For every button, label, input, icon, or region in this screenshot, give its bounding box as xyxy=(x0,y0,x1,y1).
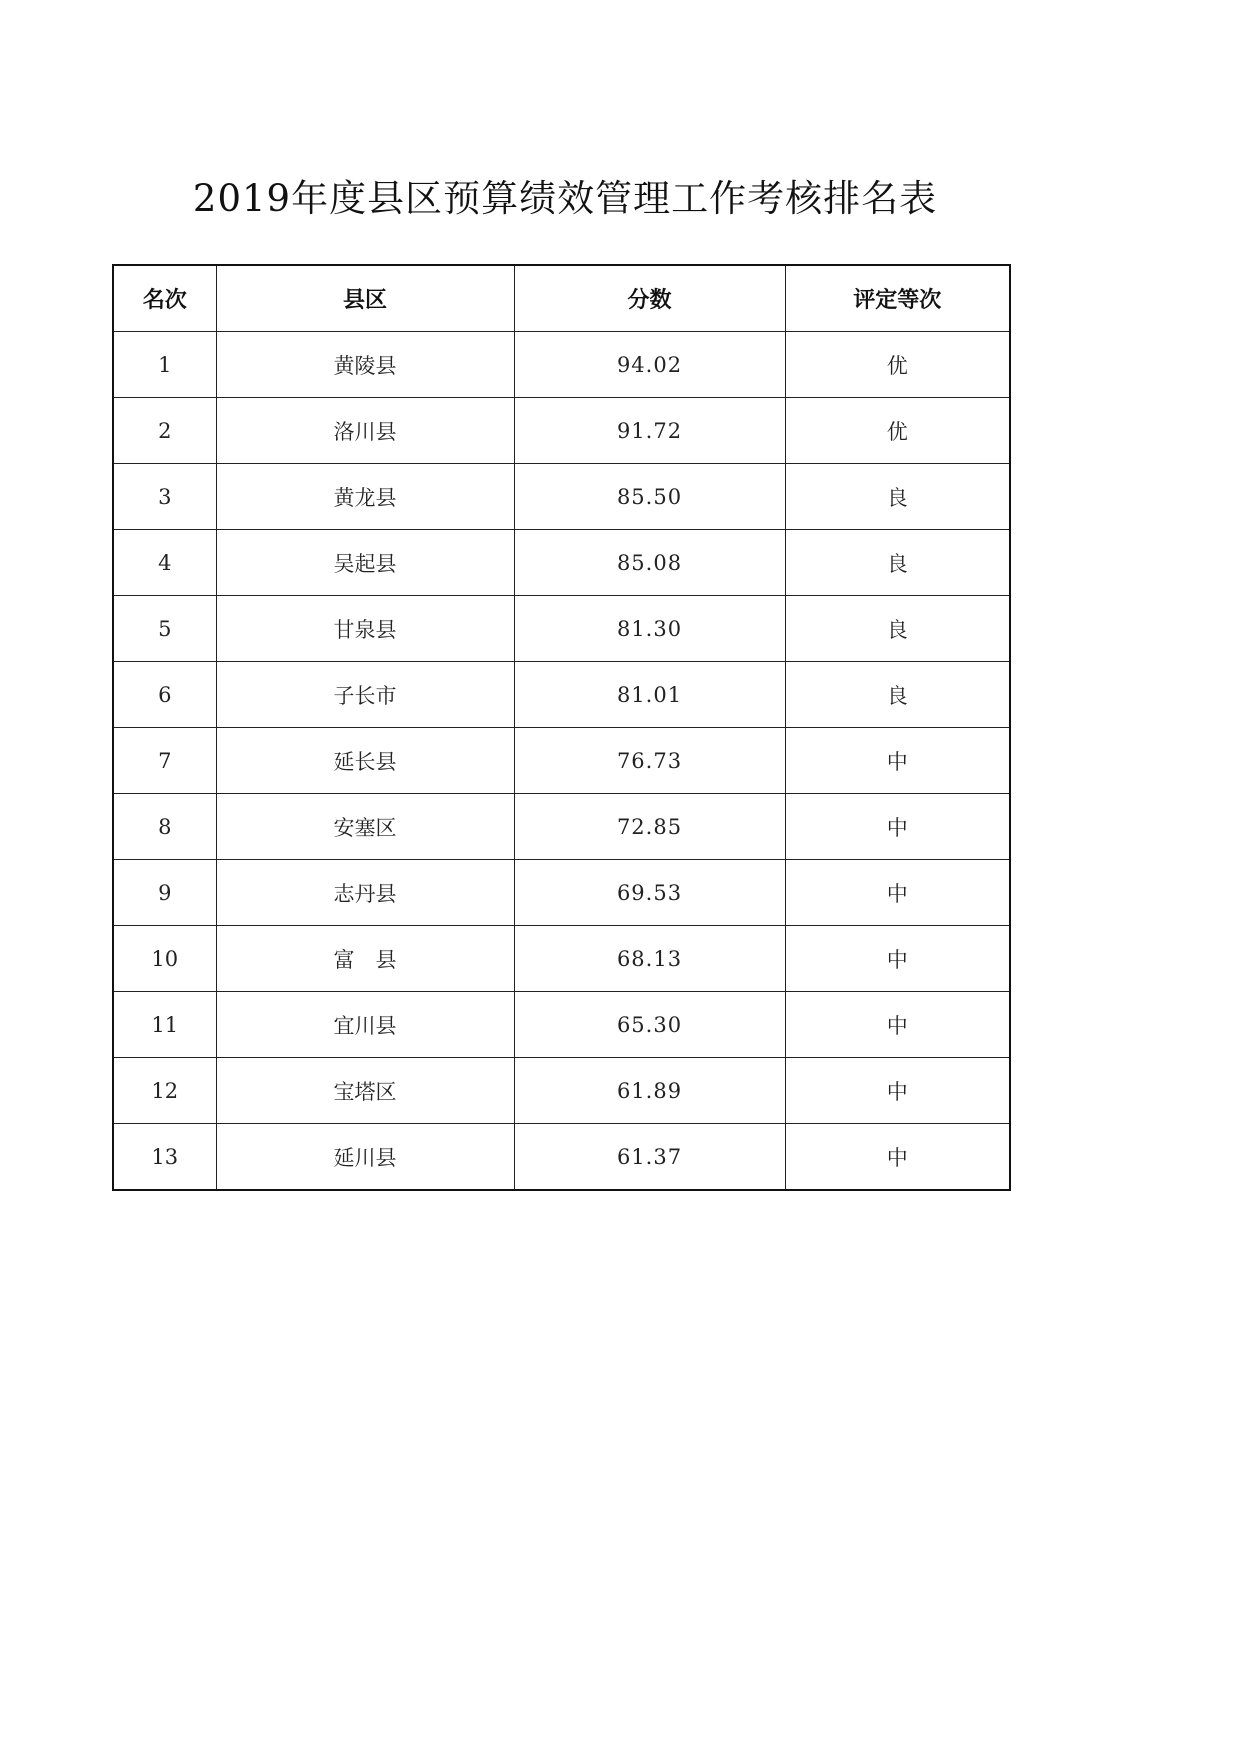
rank-cell: 6 xyxy=(113,662,216,728)
table-row xyxy=(113,860,1010,926)
grade-cell: 优 xyxy=(785,398,1010,464)
header-rank: 名次 xyxy=(113,265,216,332)
rank-cell: 2 xyxy=(113,398,216,464)
score-cell: 91.72 xyxy=(514,398,785,464)
grade-cell: 良 xyxy=(785,464,1010,530)
rank-cell: 1 xyxy=(113,332,216,398)
table-row xyxy=(113,926,1010,992)
score-cell: 94.02 xyxy=(514,332,785,398)
table-body xyxy=(113,332,1010,1191)
county-cell: 宝塔区 xyxy=(216,1058,514,1124)
table-row xyxy=(113,1058,1010,1124)
score-cell: 61.37 xyxy=(514,1124,785,1191)
rank-cell: 12 xyxy=(113,1058,216,1124)
grade-cell: 良 xyxy=(785,662,1010,728)
rank-cell: 7 xyxy=(113,728,216,794)
grade-cell: 中 xyxy=(785,728,1010,794)
table-row xyxy=(113,662,1010,728)
rank-cell: 5 xyxy=(113,596,216,662)
table-row xyxy=(113,728,1010,794)
rank-cell: 10 xyxy=(113,926,216,992)
score-cell: 81.01 xyxy=(514,662,785,728)
page-title: 2019年度县区预算绩效管理工作考核排名表 xyxy=(192,177,938,220)
header-grade: 评定等次 xyxy=(785,265,1010,332)
grade-cell: 中 xyxy=(785,1058,1010,1124)
county-cell: 志丹县 xyxy=(216,860,514,926)
county-cell: 吴起县 xyxy=(216,530,514,596)
table-row xyxy=(113,332,1010,398)
score-cell: 76.73 xyxy=(514,728,785,794)
table-header-row xyxy=(113,265,1010,332)
score-cell: 85.08 xyxy=(514,530,785,596)
table-row xyxy=(113,464,1010,530)
table-row xyxy=(113,596,1010,662)
rank-cell: 3 xyxy=(113,464,216,530)
rank-cell: 4 xyxy=(113,530,216,596)
grade-cell: 中 xyxy=(785,860,1010,926)
county-cell: 宜川县 xyxy=(216,992,514,1058)
score-cell: 85.50 xyxy=(514,464,785,530)
county-cell: 子长市 xyxy=(216,662,514,728)
grade-cell: 良 xyxy=(785,596,1010,662)
grade-cell: 优 xyxy=(785,332,1010,398)
grade-cell: 中 xyxy=(785,926,1010,992)
header-county: 县区 xyxy=(216,265,514,332)
score-cell: 81.30 xyxy=(514,596,785,662)
table-row xyxy=(113,530,1010,596)
ranking-table xyxy=(112,264,1011,1191)
county-cell: 延长县 xyxy=(216,728,514,794)
table-row xyxy=(113,794,1010,860)
grade-cell: 中 xyxy=(785,992,1010,1058)
county-cell: 富 县 xyxy=(216,926,514,992)
county-cell: 甘泉县 xyxy=(216,596,514,662)
score-cell: 69.53 xyxy=(514,860,785,926)
county-cell: 洛川县 xyxy=(216,398,514,464)
score-cell: 72.85 xyxy=(514,794,785,860)
rank-cell: 9 xyxy=(113,860,216,926)
rank-cell: 13 xyxy=(113,1124,216,1191)
score-cell: 65.30 xyxy=(514,992,785,1058)
rank-cell: 8 xyxy=(113,794,216,860)
grade-cell: 良 xyxy=(785,530,1010,596)
county-cell: 黄龙县 xyxy=(216,464,514,530)
score-cell: 68.13 xyxy=(514,926,785,992)
score-cell: 61.89 xyxy=(514,1058,785,1124)
county-cell: 黄陵县 xyxy=(216,332,514,398)
grade-cell: 中 xyxy=(785,1124,1010,1191)
county-cell: 延川县 xyxy=(216,1124,514,1191)
table-row xyxy=(113,992,1010,1058)
table-row xyxy=(113,1124,1010,1191)
grade-cell: 中 xyxy=(785,794,1010,860)
header-score: 分数 xyxy=(514,265,785,332)
rank-cell: 11 xyxy=(113,992,216,1058)
county-cell: 安塞区 xyxy=(216,794,514,860)
table-row xyxy=(113,398,1010,464)
